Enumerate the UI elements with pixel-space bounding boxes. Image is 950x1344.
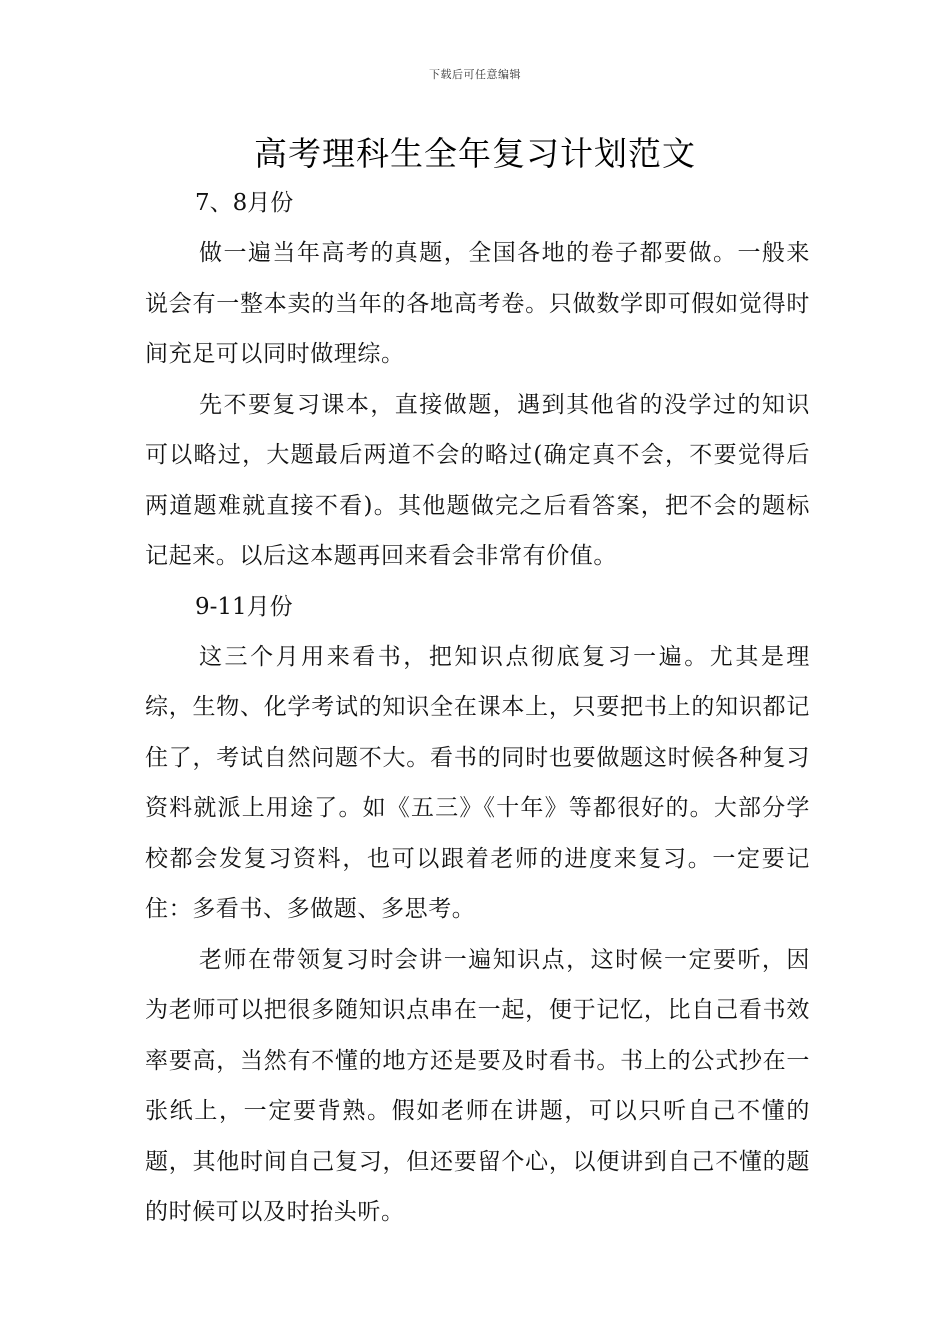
paragraph: 先不要复习课本，直接做题，遇到其他省的没学过的知识可以略过，大题最后两道不会的略过(确定真不会，不要觉得后两道题难就直接不看)。其他题做完之后看答案，把不会的题标记起来。以后这本题再回来看会非常有价值。: [145, 391, 810, 569]
document-title: 高考理科生全年复习计划范文: [254, 134, 696, 173]
paragraph: 做一遍当年高考的真题，全国各地的卷子都要做。一般来说会有一整本卖的当年的各地高考卷。只做数学即可假如觉得时间充足可以同时做理综。: [145, 240, 810, 367]
paragraph: 这三个月用来看书，把知识点彻底复习一遍。尤其是理综，生物、化学考试的知识全在课本上，只要把书上的知识都记住了，考试自然问题不大。看书的同时也要做题这时候各种复习资料就派上用途了。如《五三》《十年》等都很好的。大部分学校都会发复习资料，也可以跟着老师的进度来复习。一定要记住：多看书、多做题、多思考。: [145, 643, 810, 922]
header-note: 下载后可任意编辑: [429, 68, 521, 81]
document-body: [145, 178, 810, 1238]
section-heading: 7、8月份: [195, 190, 294, 216]
section-sep-nov: [145, 582, 810, 1238]
section-heading: 9-11月份: [195, 593, 293, 620]
section-jul-aug: [145, 178, 810, 582]
paragraph: 老师在带领复习时会讲一遍知识点，这时候一定要听，因为老师可以把很多随知识点串在一起，便于记忆，比自己看书效率要高，当然有不懂的地方还是要及时看书。书上的公式抄在一张纸上，一定要背熟。假如老师在讲题，可以只听自己不懂的题，其他时间自己复习，但还要留个心，以便讲到自己不懂的题的时候可以及时抬头听。: [145, 946, 810, 1225]
